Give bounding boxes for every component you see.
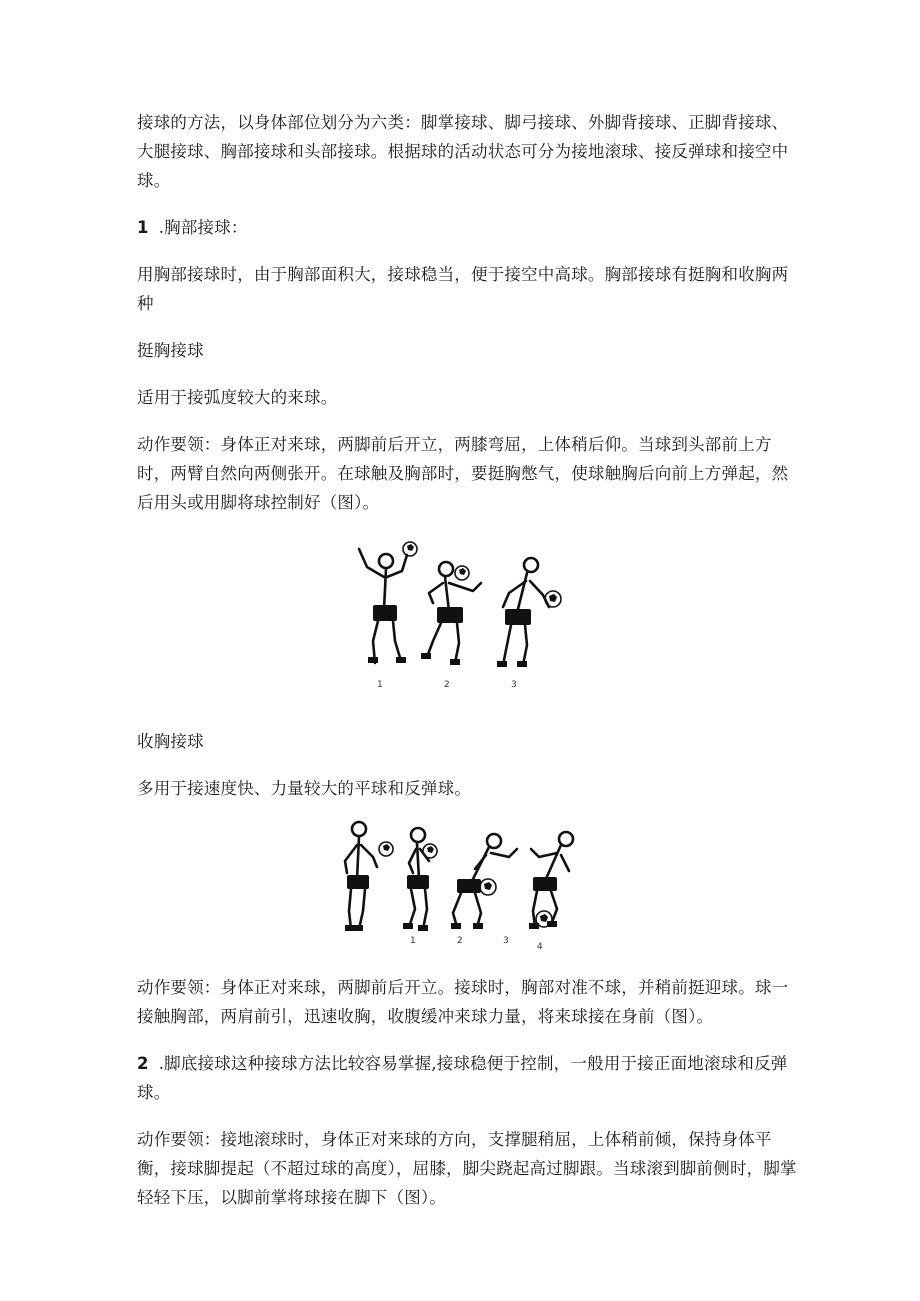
subsection-2-action: 动作要领：身体正对来球，两脚前后开立。接球时，胸部对准不球，并稍前挺迎球。球一接触胸部，两肩前引，迅速收胸，收腹缓冲来球力量，将来球接在身前（图）。 [137,978,789,1026]
section-1-title: .胸部接球： [158,218,248,237]
player-figure-4 [529,832,573,929]
figure-2-caption-1: 1 [410,936,416,946]
intro-paragraph: 接球的方法，以身体部位划分为六类：脚掌接球、脚弓接球、外脚背接球、正脚背接球、大腿接球、胸部接球和头部接球。根据球的活动状态可分为接地滚球、接反弹球和接空中球。 [137,113,789,190]
section-2-action: 动作要领：接地滚球时，身体正对来球的方向，支撑腿稍屈，上体稍前倾，保持身体平衡，接球脚提起（不超过球的高度），屈膝，脚尖跷起高过脚跟。当球滚到脚前侧时，脚掌轻轻下压，以脚前掌将球接在脚下（图）。 [137,1130,797,1207]
figure-chest-in-illustration [137,817,797,957]
figure-chest-out-illustration [137,537,797,705]
section-2-heading [137,1049,797,1107]
section-2-number: 2 [137,1054,149,1073]
player-figure-2 [421,562,481,665]
subsection-1-use: 适用于接弧度较大的来球。 [137,388,338,407]
figure-2-caption-4: 4 [537,942,543,952]
player-figure-3 [451,834,517,929]
figure-1-caption-1: 1 [377,680,383,690]
section-1-number: 1 [137,218,149,237]
figure-2-caption-3: 3 [503,936,509,946]
subsection-2-title: 收胸接球 [137,732,204,751]
chest-description: 用胸部接球时，由于胸部面积大，接球稳当，便于接空中高球。胸部接球有挺胸和收胸两种 [137,265,789,313]
figure-chest-out-trap [137,537,797,705]
player-figure-3 [497,558,561,667]
subsection-2-use: 多用于接速度快、力量较大的平球和反弹球。 [137,779,471,798]
figure-1-caption-3: 3 [511,680,517,690]
subsection-1-action: 动作要领：身体正对来球，两脚前后开立，两膝弯屈，上体稍后仰。当球到头部前上方时，两臂自然向两侧张开。在球触及胸部时，要挺胸憋气，使球触胸后向前上方弹起，然后用头或用脚将球控制好（图）。 [137,435,789,512]
player-figure-1 [345,822,393,931]
section-2-text: .脚底接球这种接球方法比较容易掌握,接球稳便于控制，一般用于接正面地滚球和反弹球。 [137,1054,788,1102]
player-figure-2 [403,828,437,931]
section-1-heading [137,213,797,242]
document-body [137,108,797,1212]
subsection-1-title: 挺胸接球 [137,341,204,360]
figure-chest-in-trap [137,817,797,957]
figure-1-caption-2: 2 [444,680,450,690]
figure-2-caption-2: 2 [457,936,463,946]
player-figure-1 [359,542,417,663]
